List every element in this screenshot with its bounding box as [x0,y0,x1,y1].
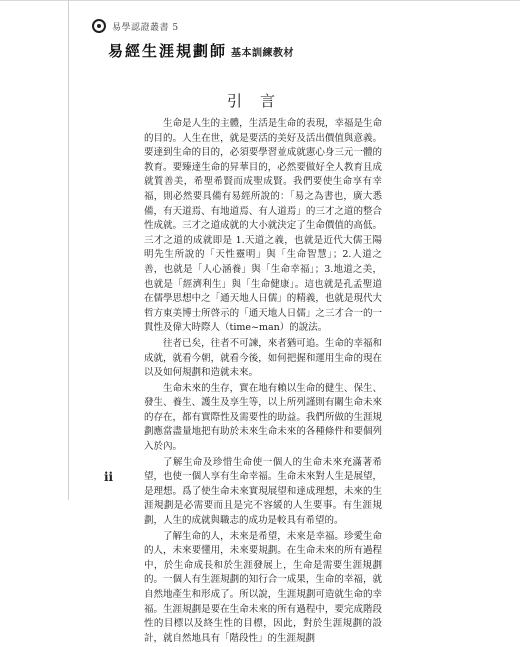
book-title: 易經生涯規劃師 [108,42,228,60]
book-subtitle: 基本訓練教材 [231,48,295,59]
section-heading: 引言 [226,92,293,110]
paragraph: 往者已矣，往者不可諫，來者猶可追。生命的幸福和成就，就看今朝，就看今後，如何把握和運用生命的現在以及如何規劃和造就未來。 [144,337,382,379]
book-title-row [108,40,294,61]
top-rule [0,0,520,1]
running-header [92,18,179,34]
body-text [144,117,382,647]
paragraph: 了解生命的人，未來是希望，未來是幸福。珍愛生命的人，未來要懂用，未來要規劃。在生命未來的所有過程中，於生命成長和於生涯發展上，生命是需要生涯規劃的。一個人有生涯規劃的知行合一成果，生命的幸福，就自然地產生和形成了。所以說，生涯規劃可造就生命的幸福。生涯規劃是要在生命未來的所有過程中，要完成階段性的目標以及終生性的目標，因此，對於生涯規劃的設計，就自然地具有「階段性」的生涯規劃 [144,530,382,644]
margin-rule [68,0,69,500]
page-number: ii [104,470,114,484]
series-label: 易學認證叢書 5 [112,22,179,33]
series-emblem-icon [92,19,106,33]
paragraph: 生命未來的生存，實在地有賴以生命的健生、保生、發生、養生、護生及享生等，以上所列謹則有關生命未來的存在，都有實際性及需要性的助益。我們所做的生涯規劃應當盡量地把有助於未來生命未來的各種條件和要個列入於內。 [144,382,382,453]
paragraph: 生命是人生的主體，生活是生命的表現，幸福是生命的目的。人生在世，就是要活的美好及活出價值與意義。要達到生命的目的，必須要學習並成就憲心身三元一體的教育。要臻達生命的昇華目的，必然要做好全人教育且成就質善美，希聖希賢而成聖成賢。我們要使生命享有幸福，則必然要具備有易經所說的：「易之為書也，廣大悉備，有天道焉、有地道焉、有人道焉」的三才之道的整合性成就。三才之道成就的大小就決定了生命價值的高低。三才之道的成就即是 1.天道之義，也就是近代大儒王陽明先生所說的「天性靈明」與「生命智慧」；2.人道之善，也就是「人心涵養」與「生命幸福」；3.地道之美，也就是「經濟利生」與「生命健康」。這也就是孔孟聖道在儒學思想中之「通天地人日儒」的精義，也就是現代大哲方東美博士所啓示的「通天地人日儒」之三才合一的一貫性及偉大時際人（time~man）的說法。 [144,118,382,334]
paragraph: 了解生命及珍惜生命使一個人的生命未來充滿著希望，也使一個人享有生命幸福。生命未來對人生是展望，是理想。爲了使生命未來實現展望和達成理想，未來的生涯規劃是必需要而且是完不容緩的人生要事。有生涯規劃，人生的成就與職志的成功是較具有希望的。 [144,456,382,527]
